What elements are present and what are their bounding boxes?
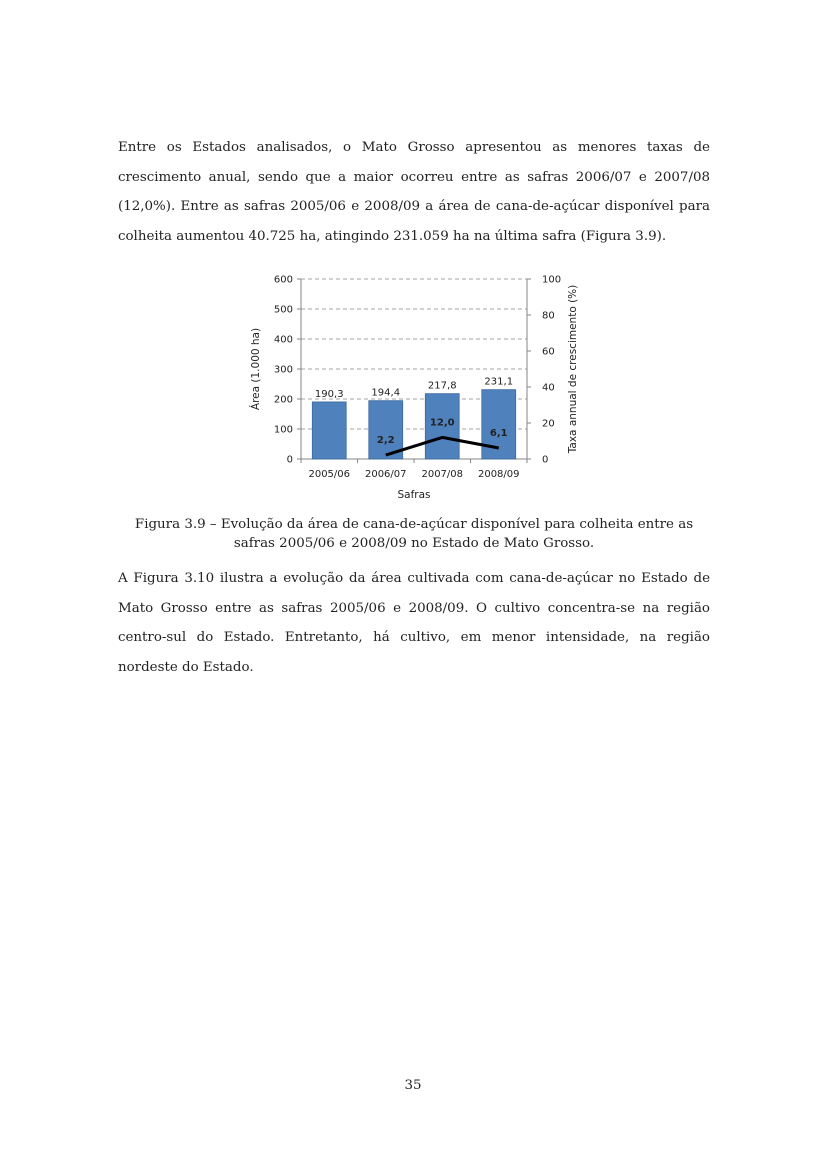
y2-tick-label: 80 [542,310,555,322]
page-number: 35 [404,1078,422,1093]
y-tick-label: 0 [286,454,293,466]
y2-tick-label: 40 [542,382,555,394]
line-data-label: 12,0 [429,417,455,429]
body-paragraph: Entre os Estados analisados, o Mato Grosso apresentou as menores taxas de crescimento anual, sendo que a maior ocorreu entre as safras 2006/07 e 2007/08 (12,0%). Entre as safras 2005/06 e 2008/09 a área de cana-de-açúcar disponível para colheita aumentou 40.725 ha, atingindo 231.059 ha na última safra (Figura 3.9). [118,140,710,244]
bar [312,402,346,459]
x-axis-title: Safras [397,489,431,501]
area-growth-chart [240,270,590,508]
y2-tick-label: 20 [542,418,555,430]
figure-caption: Figura 3.9 – Evolução da área de cana-de-açúcar disponível para colheita entre as safras 2005/06 e 2008/09 no Estado de Mato Grosso. [134,517,694,551]
y-axis-title: Área (1.000 ha) [250,327,262,411]
y-tick-label: 300 [273,364,293,376]
bar-data-label: 190,3 [314,388,344,400]
y-tick-label: 200 [273,394,293,406]
bar-data-label: 231,1 [484,376,514,388]
x-tick-label: 2007/08 [421,469,464,480]
body-paragraph: A Figura 3.10 ilustra a evolução da área cultivada com cana-de-açúcar no Estado de Mato Grosso entre as safras 2005/06 e 2008/09. O cultivo concentra-se na região centro-sul do Estado. Entretanto, há cultivo, em menor intensidade, na região nordeste do Estado. [118,571,710,675]
bar [482,390,516,459]
y2-tick-label: 0 [542,454,549,466]
x-tick-label: 2005/06 [308,469,351,480]
y2-tick-label: 60 [542,346,555,358]
y-tick-label: 400 [273,334,293,346]
y-tick-label: 100 [273,424,293,436]
x-tick-label: 2006/07 [364,469,407,480]
line-data-label: 2,2 [376,435,395,447]
bar-data-label: 217,8 [427,380,457,392]
y2-tick-label: 100 [542,274,562,286]
y-tick-label: 600 [273,274,293,286]
line-data-label: 6,1 [489,428,508,440]
x-tick-label: 2008/09 [477,469,520,480]
y-tick-label: 500 [273,304,293,316]
bar-data-label: 194,4 [371,387,401,399]
y2-axis-title: Taxa annual de crescimento (%) [567,284,579,454]
